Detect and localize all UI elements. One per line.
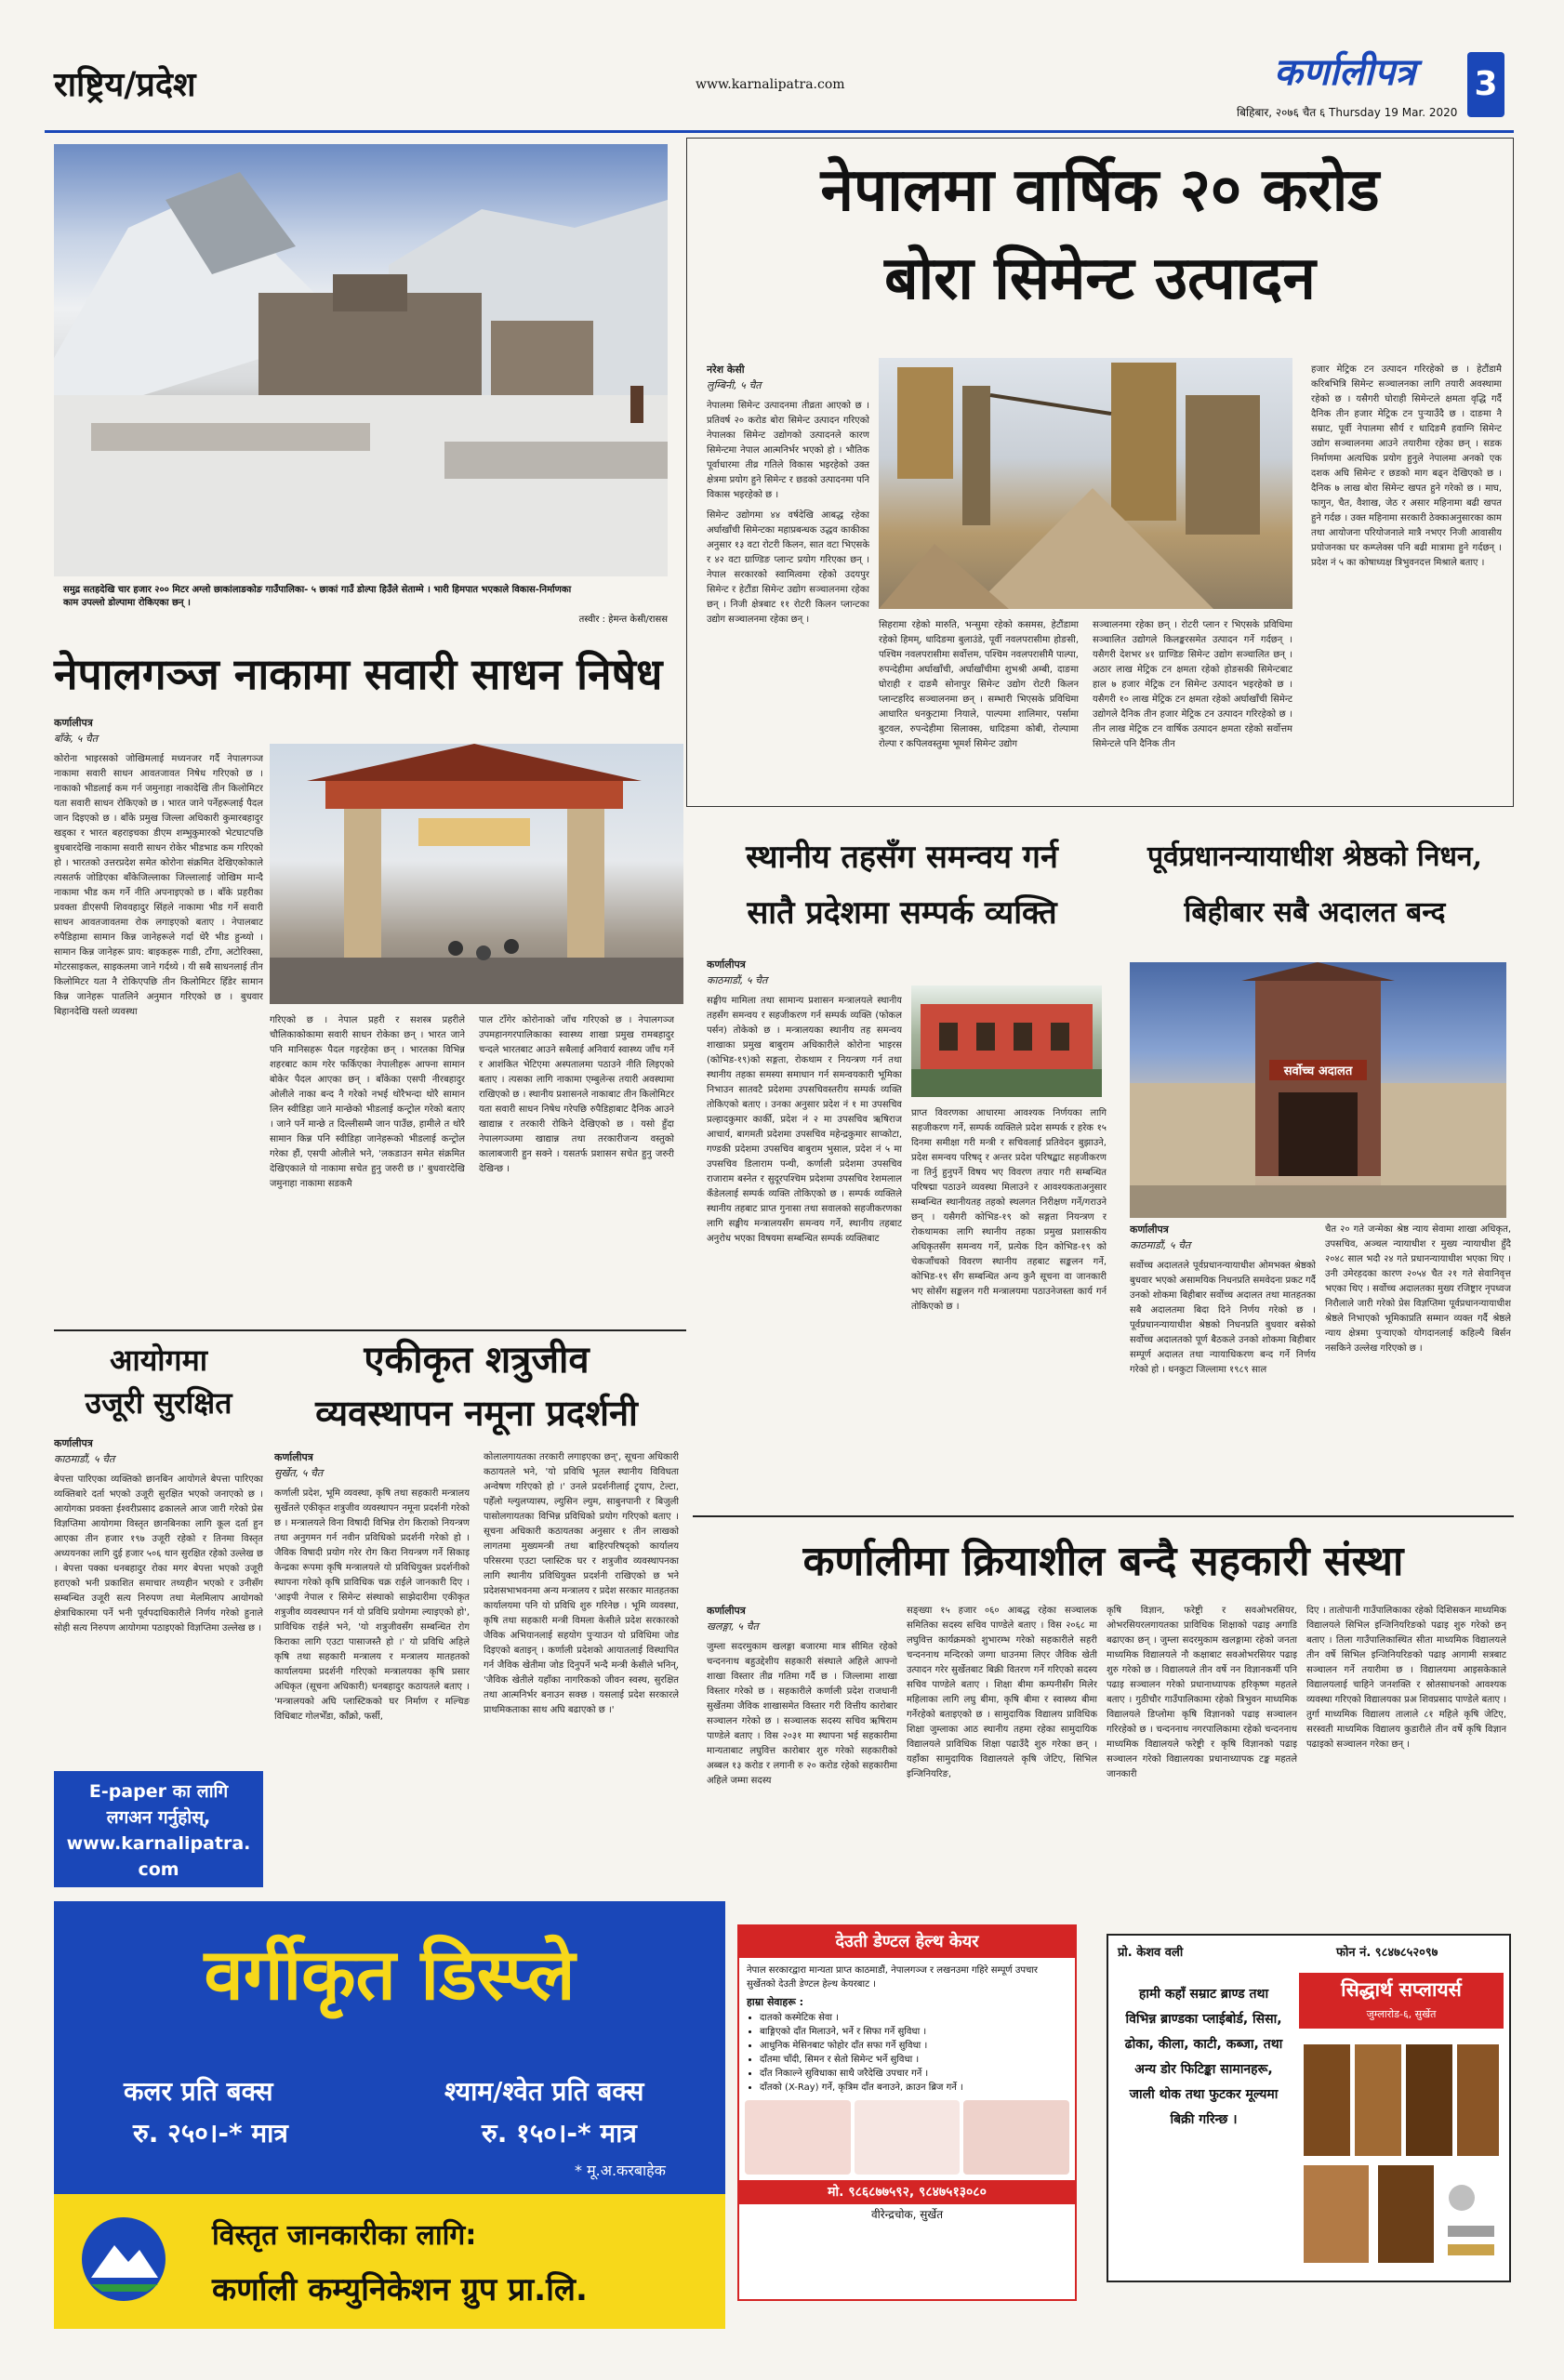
shatrujiv-column-1: [274, 1450, 470, 1887]
contact-label: विस्तृत जानकारीका लागि:: [212, 2219, 477, 2252]
cooperative-column-2: सङ्ख्या १५ हजार ०६० आबद्ध रहेका सञ्चालक समितिका सदस्य सचिव पाण्डेले बताए । विस २०६८ मा लघुवित्त कार्यक्रमको शुभारम्भ गरेको सहकारीले सहरी चन्दननाथ मन्दिरको जग्गा धाउनमा लिएर जैविक खेती उत्पादन गरेर सुर्खेतबाट बिक्री वितरण गर्ने गरिएको सदस्य सचिव पाण्डेले बताए । शिक्षा बीमा कम्पनीसँग मिलेर महिलाका लागि लघु बीमा, कृषि बीमा र स्वास्थ्य बीमा गर्नेरहेको बताइएको छ । सामुदायिक विद्यालय प्राविधिक शिक्षा जुम्लाका आठ स्थानीय तहमा रहेका सामुदायिक विद्यालयले प्राविधिक शिक्षा पढाउँदै शुरु गरेका छन् । यहाँका सामुदायिक विद्यालयले कृषि जेटिए, सिभिल इन्जिनियरिङ,: [907, 1606, 1097, 1779]
justice-byline: कर्णालीपत्र: [1130, 1223, 1169, 1236]
siddhartha-line-4: अन्य डोर फिटिङ्का सामानहरू,: [1134, 2062, 1273, 2077]
epaper-box[interactable]: [54, 1771, 263, 1887]
epaper-line-3[interactable]: www.karnalipatra.: [66, 1833, 251, 1854]
dental-service-item: • दाँतमा चाँदी, सिमन र सेतो सिमेन्ट भर्ने सुविधा ।: [760, 2053, 1067, 2067]
justice-headline-2: बिहीबार सबै अदालत बन्द: [1184, 896, 1446, 929]
cement-column-3: सञ्चालनमा रहेका छन् । रोटरी प्लान र भिएसके प्रविधिमा सञ्चालित उद्योगले किलङ्करसमेत उत्पादन गर्ने गर्दछन् । यसैगरी देशभर ४१ ग्राण्डिङ सिमेन्ट उद्योग सञ्चालित छन् । अठार लाख मेट्रिक टन क्षमता रहेको होङसकी सिमेन्टबाट हाल ७ हजार मेट्रिक टन सिमेन्ट उत्पादन भइरहेको छ । यसैगरी १० लाख मेट्रिक टन क्षमता रहेको अर्घाखाँची सिमेन्ट उद्योगले दैनिक तीन हजार मेट्रिक टन उत्पादन गरिरहेको छ । तीन लाख मेट्रिक टन वार्षिक उत्पादन क्षमता रहेको सर्वोत्तम सिमेन्टले पनि दैनिक तीन: [1093, 620, 1292, 749]
siddhartha-copy: [1118, 1982, 1290, 2133]
shatrujiv-column-2: कोलालगायतका तरकारी लगाइएका छन्', सूचना अधिकारी कठायतले भने, 'यो प्रविधि भूतल स्थानीय विविधता अन्वेषण गरिएको हो ।' उनले प्रदर्शनीलाई ट्र्याप, टेल्टा, पहेँलो ग्ल्युलप्यास्प, ल्युसिन ल्युम, साबुनपानी र बिजुली पासोलगायतका विभिन्न प्रविधिको प्रयोग गरिएको बताए । सूचना अधिकारी कठायतका अनुसार १ तीन लाखको लागतमा मुख्यमन्त्री तथा बाहिरपरिषद्को कार्यालय परिसरमा एउटा प्लास्टिक घर र शत्रुजीव व्यवस्थापनका लागि स्थानीय प्रविधियुक्त प्रदर्शनी राखिएको छ भने प्रदेशसभाभवनमा अन्य मन्त्रालय र प्रदेश सरकार मातहतका कार्यालयमा पनि यो प्रविधि शुरु गरिनेछ । भूमि व्यवस्था, कृषि तथा सहकारी मन्त्री विमला केसीले प्रदेश सरकारको जैविक अभियानलाई सहयोग पुऱ्याउन यो प्रविधिमा जोड दिइएको बताइन् । कर्णाली प्रदेशको आयातलाई विस्थापित गर्न जैविक खेतीमा जोड दिनुपर्ने भन्दै मन्त्री केसीले भनिन्, 'जैविक खेतीले यहाँका नागरिकको जीवन स्वस्थ, सुरक्षित तथा आत्मनिर्भर बनाउन सक्छ । यसलाई प्रदेश सरकारले प्राथमिकताका साथ अघि बढाएको छ ।': [484, 1452, 679, 1715]
cement-byline: नरेश केसी: [707, 364, 745, 376]
shatrujiv-dateline: सुर्खेत, ५ चैत: [274, 1467, 324, 1479]
siddhartha-name: सिद्धार्थ सप्लायर्स: [1341, 1978, 1462, 2001]
dental-phone: मो. ९८६८७७५९२, ९८४७५१३०८०: [739, 2180, 1075, 2204]
tooth-photo-2: [855, 2100, 961, 2175]
bw-price-label: श्याम/श्वेत प्रति बक्स: [444, 2076, 644, 2107]
cooperative-col1-text: जुम्ला सदरमुकाम खलङ्गा बजारमा मात्र सीमित रहेको चन्दननाथ बहुउद्देशीय सहकारी संस्थाले अहिले आफ्नो शाखा विस्तार तीव्र गतिमा गर्दै छ । जिल्लामा शाखा विस्तार गरेको छ । सहकारीले कर्णाली प्रदेश राजधानी सुर्खेतमा जैविक शाखासमेत विस्तार गरी वित्तीय कारोबार सञ्चालन गरेको छ । सञ्चालक सदस्य सचिव ऋषिराम पाण्डेले बताए । विस २०३१ मा स्थापना भई सहकारीमा मान्यताबाट लघुवित्त कारोबार शुरु गरेको सहकारीको अब्बल १३ करोड र लगानी रु २० करोड रहेको सहकारीमा अहिले जम्मा सदस्य: [707, 1642, 897, 1786]
shatrujiv-headline-1: एकीकृत शत्रुजीव: [364, 1338, 590, 1382]
siddhartha-line-5: जाली थोक तथा फुटकर मूल्यमा: [1129, 2087, 1279, 2102]
tax-note: * मू.अ.करबाहेक: [575, 2162, 666, 2179]
cooperative-byline: कर्णालीपत्र: [707, 1605, 746, 1617]
justice-column-1: [1130, 1223, 1316, 1506]
mountain-village-illustration: [54, 144, 668, 576]
dental-service-item: • दाँतको (X-Ray) गर्ने, कृत्रिम दाँत बनाउने, क्राउन ब्रिज गर्ने ।: [760, 2081, 1067, 2095]
nepalgunj-dateline: बाँके, ५ चैत: [54, 733, 99, 745]
cooperative-column-4: दिए । तातोपानी गाउँपालिकाका रहेको दिशिसकन माध्यमिक विद्यालयले सिभिल इन्जिनियरिङको पढाइ शुरु गरेको छन् बताए । तिला गाउँपालिकास्थित सीता माध्यमिक विद्यालयले तीन वर्षे सिभिल इन्जिनियरिङको पढाइ आगामी सत्रबाट सञ्चालन गर्ने तयारीमा छ । विद्यालयमा आइसकेकाले विद्यालयलाई चाहिने जनशक्ति र स्रोतसाधनको आवश्यक व्यवस्था गरिएको विद्यालयका प्रअ शिवप्रसाद पाण्डेले बताए । तुर्गा माध्यमिक विद्यालय तालाले ८१ महिले कृषि जेटिए, सरस्वती माध्यमिक विद्यालय कुडारीले तीन वर्षे कृषि विज्ञान पढाइको सञ्चालन गरेका छन् ।: [1306, 1606, 1506, 1750]
dental-ad: [737, 1924, 1077, 2301]
masthead: कर्णालीपत्र: [1274, 50, 1416, 94]
photo-caption-text: समुद्र सतहदेखि चार हजार २०० मिटर अग्लो छाकांलाङकोङ गाउँपालिका- ५ छाकां गाउँ डोल्पा हिउँले सेताम्मे । भारी हिमपात भएकाले विकास-निर्माणका काम उपल्लो डोल्पामा रोकिएका छन् ।: [63, 585, 572, 608]
siddhartha-line-6: बिक्री गरिन्छ ।: [1170, 2112, 1238, 2127]
nepalgunj-headline: नेपालगञ्ज नाकामा सवारी साधन निषेध: [54, 649, 663, 699]
court-sign: सर्वोच्च अदालत: [1269, 1060, 1367, 1080]
dental-services-list: [739, 2011, 1075, 2095]
epaper-line-4[interactable]: com: [138, 1859, 179, 1880]
aayog-headline-2: उजूरी सुरक्षित: [85, 1385, 232, 1421]
website-url[interactable]: www.karnalipatra.com: [696, 77, 845, 92]
company-logo: [82, 2217, 166, 2301]
cooperative-dateline: खलङ्गा, ५ चैत: [707, 1620, 759, 1633]
sthaniya-headline-1: स्थानीय तहसँग समन्वय गर्न: [746, 839, 1058, 876]
aayog-headline-1: आयोगमा: [110, 1342, 207, 1378]
dental-intro: नेपाल सरकारद्वारा मान्यता प्राप्त काठमाडौं, नेपालगञ्ज र लखनउमा गहिरे सम्पूर्ण उपचार सुर्खेतको देउती डेण्टल हेल्थ केयरबाट ।: [747, 1965, 1039, 1990]
siddhartha-proprietor: प्रो. केशव वली: [1118, 1946, 1184, 1960]
nepalgunj-byline: कर्णालीपत्र: [54, 717, 93, 729]
sthaniya-column-1: [707, 958, 902, 1506]
justice-headline-1: पूर्वप्रधानन्यायाधीश श्रेष्ठको निधन,: [1146, 840, 1483, 873]
photo-credit: तस्वीर : हेमन्त केसी/रासस: [578, 615, 668, 625]
classified-title: वर्गीकृत डिस्प्ले: [204, 1933, 576, 2016]
dental-title: देउती डेण्टल हेल्थ केयर: [739, 1926, 1075, 1958]
cement-column-4: हजार मेट्रिक टन उत्पादन गरिरहेको छ । हेटौंडामै करिबभित्रि सिमेन्ट सञ्चालनका लागि तयारी अवस्थामा रहेको छ । यसैगरी घोराही सिमेन्टले क्षमता वृद्धि गर्दै दैनिक तीन हजार मेट्रिक टन पुऱ्याउँदै छ । दाङमा नै सम्राट, पूर्वी नेपालमा सौर्य र धादिङमै हवाग्नि सिमेन्ट उद्योग सञ्चालनमा आउने तयारीमा रहेका छन् । सडक निर्माणमा अत्यधिक प्रयोग हुनुले नेपालमा अनको एक दशक अघि सिमेन्ट र छडको माग बढ्न देखिएको छ । दैनिक ७ लाख बोरा सिमेन्ट खपत हुने गरेको छ । माघ, फागुन, चैत, वैशाख, जेठ र असार महिनामा बढी खपत हुने गर्दछ । उक्त महिनामा सरकारी ठेक्काअनुसारका काम तथा आयोजना परियोजनाले मात्रै नभएर निजी आवासीय प्रयोजनका घर कम्प्लेक्स पनि बढी मात्रामा हुने गर्दछन् । प्रदेश नं ५ का कोषाध्यक्ष त्रिभुवनदत्त मिश्राले बताए ।: [1311, 364, 1502, 568]
dolpa-snow-photo: [54, 144, 668, 576]
sthaniya-headline-2: सातै प्रदेशमा सम्पर्क व्यक्ति: [747, 894, 1057, 932]
cement-headline-1: नेपालमा वार्षिक २० करोड: [820, 155, 1380, 225]
border-gate-illustration: [270, 744, 683, 1004]
nepalgunj-column-1: [54, 716, 263, 1348]
shatrujiv-headline-2: व्यवस्थापन नमूना प्रदर्शनी: [315, 1392, 638, 1434]
dental-service-item: • दातको कस्मेटिक सेवा ।: [760, 2011, 1067, 2025]
dental-service-item: • आधुनिक मेसिनबाट फोहोर दाँत सफा गर्ने सुविधा ।: [760, 2039, 1067, 2053]
siddhartha-address: जुम्लारोड-६, सुर्खेत: [1366, 2008, 1437, 2020]
siddhartha-phone: फोन नं. ९८४७८५२०९७: [1336, 1946, 1438, 1960]
cement-column-1: [707, 363, 869, 800]
ministry-building-illustration: [911, 985, 1102, 1097]
door-products-illustration: [1299, 2040, 1504, 2272]
nepalgunj-column-2: गरिएको छ । नेपाल प्रहरी र सशस्त्र प्रहरीले चौलिकाकोकामा सवारी साधन रोकेका छन् । भारत जाने पनि मानिसहरू पैदल गइरहेका छन् । भारतका विभिन्न शहरबाट काम गरेर फर्किएका नेपालीहरू आफ्ना सामान बोकेर पैदल आएका छन् । बाँकेका एसपी नीरबहादुर ओलीले नाका बन्द नै गरेको नभई थोरैभन्दा थोरै सामान लिन स्वीडिहा जाने मान्छेको भीडलाई कन्ट्रोल गरेको बताए । जाने पर्ने मान्छे त दिल्लीसम्मै जान पाउँछ, हामीले त थोरै सामान किन्न पनि स्वीडिहा जानेहरूको भीडलाई कन्ट्रोल गरेका हौं, एसपी ओलीले भने, 'लकडाउन समेत संक्रमित देखिएकाले यो नाकामा सचेत हुनु जरुरी छ ।' बुधवारदेखि जमुनाहा नाकामा सडकमै: [270, 1015, 465, 1189]
tooth-photo-3: [963, 2100, 1069, 2175]
page-date: बिहिबार, २०७६ चैत ६ Thursday 19 Mar. 2020: [1237, 106, 1458, 119]
cement-headline-2: बोरा सिमेन्ट उत्पादन: [884, 244, 1316, 313]
divider-mid-left: [54, 1329, 686, 1331]
shatrujiv-col1-text: कर्णाली प्रदेश, भूमि व्यवस्था, कृषि तथा सहकारी मन्त्रालय सुर्खेतले एकीकृत शत्रुजीव व्यवस्थापन नमूना प्रदर्शनी गरेको छ । मन्त्रालयले विना विषादी विभिन्न रोग किराको नियन्त्रण तथा अनुगमन गर्न नवीन प्रविधिको प्रदर्शनी गरेको हो । जैविक विषादी प्रयोग गरेर रोग किरा नियन्त्रण गर्ने सिकाइ केन्द्रका रूपमा कृषि मन्त्रालयले यो प्रविधियुक्त प्रदर्शनीको स्थापना गरेको कृषि प्राविधिक चक्र राईले जानकारी दिए । 'आइपी नेपाल र सिमेन्ट संस्थाको साझेदारीमा एकीकृत शत्रुजीव व्यवस्थापन गर्न यो प्रविधि प्रयोगमा ल्याइएको हो', प्राविधिक राईले भने, 'यो शत्रुजीवसँग सम्बन्धित रोग किराका लागि एउटा पासाजस्तै हो ।' यो प्रविधि अहिले कृषि तथा सहकारी मन्त्रालय र मन्त्रालय मातहतको कार्यालयमा प्रदर्शनी गरिएको मन्त्रालयका कृषि प्रसार अधिकृत (सूचना अधिकारी) धनबहादुर कठायतले बताए । 'मन्त्रालयको अघि प्लास्टिकको घर निर्माण र मल्चिङ विधिबाट गोलभेँडा, काँक्रो, फर्सी,: [274, 1488, 470, 1722]
color-price-value: रु. २५०।-* मात्र: [133, 2118, 288, 2149]
nepalgunj-col1-text: कोरोना भाइरसको जोखिमलाई मध्यनजर गर्दै नेपालगञ्ज नाकामा सवारी साधन आवतजावत निषेध गरिएको छ । नाकाको भीडलाई कम गर्न जमुनाहा नाकादेखि तीन किलोमिटर यता सवारी साधन रोकिएको छ । भारत जाने पर्नेहरूलाई पैदल जान दिइएको छ । बाँके प्रमुख जिल्ला अधिकारी कुमारबहादुर खड्का र भारत बहराइचका डीएम शम्भुकुमारको भेटघाटपछि बुधबारदेखि नाकामा सवारी साधन रोकेर भीडभाड कम गरिएको हो । भारतको उत्तरप्रदेश समेत कोरोना संक्रमित देखिएकोकाले त्यसतर्फ जोडिएका बाँकेजिल्लाका जिल्लालाई जोखिम मान्दै नाकामा भीड कम गर्ने नीति अपनाइएको छ । बाँके प्रहरीका प्रवक्ता डीएसपी शिववहादुर सिंहले नाकामा भीड गर्ने सवारी साधन आवतजावतमा रोक लगाइएको बताए । नेपालबाट रुपैडिहामा सामान किन्न जानेहरूले गर्दा धेरै भीड हुन्थ्यो । सामान किन्न जानेहरू प्राय: बाइकहरू गाडी, टाँगा, अटोरिक्सा, मोटरसाइकल, साइकलमा जाने गर्दथ्ये । यी सबै साधनलाई तीन किलोमिटर यता नै रोकिएपछि तीन किलोमिटर हिँडेर सामान किन्न जानेहरू पातलिने अनुमान गरिएको छ । बुधवार बिहानदेखि यस्तो व्यवस्था: [54, 754, 263, 1017]
cement-column-2: सिहरामा रहेको मारुति, भन्सुमा रहेको कसमस, हेटौंडामा रहेको हिमम्, धादिङमा बुलाउंडे, पूर्वी नवलपरासीमा होङसी, पश्चिम नवलपरासीमा सर्वोत्तम, पश्चिम नवलपरासीमै पाल्पा, रुपन्देहीमा अर्घाखाँची, अर्घाखाँचीमा शुभश्री अम्बी, दाङमा घोराही र दाङमै सोनापुर सिमेन्ट उद्योग रोटरी किलन प्लान्टहरिद सञ्चालनमा छन् । सम्भारी भिएसके प्रविधिमा आधारित धनकुटामा नियाले, पाल्पमा शालिमार, पर्सामा बुटवल, रुपन्देहीमा सिलाक्स, धादिङमा कोबी, रोल्पामा रोल्पा र कपिलवस्तुमा भूमर्श सिमेन्ट उद्योग: [879, 620, 1079, 749]
cement-col1b-text: सिमेन्ट उद्योगमा ४४ वर्षदेखि आबद्ध रहेका अर्घाखाँची सिमेन्टका महाप्रबन्धक उद्धव काकीका अनुसार १३ वटा रोटरी किलन, सात वटा भिएसके र ४२ वटा ग्राण्डिङ प्लान्ट प्रयोग गरिएका छन् । नेपाल सरकारको स्वामित्वमा रहेको उदयपुर सिमेन्ट र हेटौंडा सिमेन्ट उद्योग सञ्चालनमा रहेका छन् । निजी क्षेत्रबाट ११ रोटरी किलन प्लान्टका उद्योग सञ्चालनमा रहेका छन् ।: [707, 510, 869, 625]
divider-cooperative-top: [693, 1515, 1514, 1517]
siddhartha-line-3: ढोका, कीला, काटी, कब्जा, तथा: [1124, 2037, 1283, 2052]
aayog-byline: कर्णालीपत्र: [54, 1437, 93, 1449]
dental-services-label: हाम्रा सेवाहरू :: [747, 1996, 803, 2008]
door-samples: [1299, 2040, 1504, 2272]
siddhartha-ad: [1107, 1934, 1511, 2282]
cement-dateline: लुम्बिनी, ५ चैत: [707, 379, 762, 391]
nepalgunj-column-3: पाल टाँगेर कोरोनाको जाँच गरिएको छ । नेपालगञ्ज उपमहानगरपालिकाका स्वास्थ्य शाखा प्रमुख रामबहादुर चन्दले भारतबाट आउने सबैलाई अनिवार्य स्वास्थ्य जाँच गर्ने र आशंकित भेटिएमा अस्पतालमा पठाउने नीति लिइएको बताए । त्यसका लागि नाकामा एम्बुलेन्स तयारी अवस्थामा राखिएको छ । स्थानीय प्रशासनले नाकाबाट तीन किलोमिटर यता सवारी साधन निषेध गरेपछि रुपैडिहाबाट दैनिक आउने खाद्यान्न र तरकारी रोकिने देखिएको छ । यसो हुँदा नेपालगञ्जमा खाद्यान्न तथा तरकारीजन्य वस्तुको कालाबजारी हुन सक्ने । यसतर्फ प्रशासन सचेत हुनु जरुरी देखिन्छ ।: [479, 1015, 674, 1174]
cement-factory-photo: [879, 358, 1292, 609]
sthaniya-column-2: प्राप्त विवरणका आधारमा आवश्यक निर्णयका लागि सहजीकरण गर्ने, सम्पर्क व्यक्तिले प्रदेश सम्पर्क र हरेक १५ दिनमा समीक्षा गरी मन्त्री र सचिवलाई प्रतिवेदन बुझाउने, प्रदेश समन्वय परिषद् र अन्तर प्रदेश परिषद्बाट सहजीकरण ना तिर्नु हुनुपर्ने विषय भए विवरण तयार गरी सम्बन्धित परिषद्मा पठाउने व्यवस्था मिलाउने र आवश्यकताअनुसार सम्बन्धित स्थानीयतह तहको स्थलगत निरीक्षण गर्ने/गराउने छन् । यसैगरी कोभिड-१९ को सङ्गता नियन्त्रण र रोकथामका लागि स्थानीय तहका प्रमुख प्रशासकीय अधिकृतसँग समन्वय गर्ने, प्रत्येक दिन कोभिड-१९ को चेकजाँचको विवरण स्थानीय तहबाट सङ्कलन गर्ने, कोभिड-१९ सँग सम्बन्धित अन्य कुनै सूचना वा जानकारी भए सोसँग सङ्कलन गरी मन्त्रालयमा पठाउनेजस्ता कार्य गर्न तोकिएको छ ।: [911, 1108, 1107, 1312]
cement-col1-text: नेपालमा सिमेन्ट उत्पादनमा तीव्रता आएको छ । प्रतिवर्ष २० करोड बोरा सिमेन्ट उत्पादन गरिएको नेपालका सिमेन्ट उद्योगको उत्पादनले कारण सिमेन्टमा नेपाल आत्मनिर्भर भएको हो । भौतिक पूर्वाधारमा तीव्र गतिले विकास भइरहेको उक्त क्षेत्रमा प्रयोग हुने सिमेन्ट र छडको उत्पादनमा पनि विकास भइरहेको छ ।: [707, 401, 869, 500]
siddhartha-line-1: हामी कहाँ सम्राट ब्राण्ड तथा: [1138, 1987, 1269, 2002]
color-price-label: कलर प्रति बक्स: [124, 2076, 273, 2107]
classified-ad: [54, 1901, 725, 2329]
supreme-court-photo: [1130, 962, 1506, 1218]
siddhartha-line-2: विभिन्न ब्राण्डका प्लाईबोर्ड, सिसा,: [1125, 2012, 1282, 2027]
header-rule: [45, 130, 1514, 133]
page-header: [0, 0, 1564, 135]
epaper-line-1: E-paper का लागि: [88, 1781, 229, 1802]
dental-images: [739, 2095, 1075, 2180]
photo-caption: [63, 584, 584, 610]
nepalgunj-gate-photo: [270, 744, 683, 1004]
aayog-col1-text: बेपत्ता पारिएका व्यक्तिको छानबिन आयोगले बेपत्ता पारिएका व्यक्तिबारे दर्ता भएको उजूरी सुरक्षित भएको जनाएको छ । आयोगका प्रवक्ता ईश्वरीप्रसाद ढकालले आज जारी गरेको प्रेस विज्ञप्तिमा आयोगमा विस्तृत छानबिनका लागि कूल दर्ता हुन आएका तीन हजार १९७ उजूरी रहेको र तिनमा विस्तृत अध्ययनका लागि दुई हजार ५०६ थान सुरक्षित रहेको उल्लेख छ । बेपत्ता पक्का धनबहादुर रोका मगर बेपत्ता भएको उजूरी हराएको भनी प्रकाशित समाचार तथ्यहीन भएको र उनीसँग सम्बन्धित उजूरी सत्य निरुपण तथा मेलमिलाप आयोगको क्षेत्राधिकारमा पर्ने भनी पूर्वपदाधिकारीले निर्णय गरेको हुनाले सोही सत्य निरुपण आयोगमा पठाइएको विज्ञप्तिमा उल्लेख छ ।: [54, 1474, 263, 1633]
justice-dateline: काठमाडौं, ५ चैत: [1130, 1239, 1191, 1251]
cooperative-column-3: कृषि विज्ञान, फरेष्ट्री र सवओभरसियर, ओभरसियरलगायतका प्राविधिक शिक्षाको पढाइ अगाडि बढाएका छन् । जुम्ला सदरमुकाम खलङ्गामा रहेको जनता माध्यमिक विद्यालयले नौ कक्षाबाट सवओभरसियर पढाइ शुरु गरेको छ । विद्यालयले तीन वर्षे नन विज्ञानकर्मी पनि पढाइ सञ्चालन गरेको प्रधानाध्यापक हरिकृष्ण महतले बताए । गुठीचौर गाउँपालिकामा रहेको त्रिभुवन माध्यमिक विद्यालयले डिप्लोमा कृषि विज्ञानको पढाइ सञ्चालन गरिरहेको छ । चन्दननाथ नगरपालिकामा रहेको चन्दननाथ माध्यमिक विद्यालयले फरेष्ट्री र कृषि विज्ञानको पढाइ सञ्चालन गरेको विद्यालयका प्रधानाध्यापक टङ्क महतले जानकारी: [1107, 1606, 1297, 1779]
epaper-line-2: लगअन गर्नुहोस्,: [106, 1807, 211, 1828]
cooperative-column-1: [707, 1604, 897, 1887]
tooth-photo-1: [745, 2100, 851, 2175]
cooperative-headline: कर्णालीमा क्रियाशील बन्दै सहकारी संस्था: [802, 1538, 1404, 1585]
mountain-logo-icon: [82, 2217, 166, 2301]
aayog-column: [54, 1436, 263, 1771]
dental-address: वीरेन्द्रचोक, सुर्खेत: [870, 2208, 944, 2221]
justice-column-2: चैत २० गते जन्मेका श्रेष्ठ न्याय सेवामा शाखा अधिकृत, उपसचिव, अञ्चल न्यायाधीश र मुख्य न्यायाधीश हुँदै २०४८ साल भदौ २४ गते प्रधानन्यायाधीश भएका थिए । उनी उमेरहदका कारण २०५४ चैत २१ गते सेवानिवृत्त भएका थिए । सर्वोच्च अदालतका मुख्य रजिष्ट्रार नृपध्वज निरौलाले जारी गरेको प्रेस विज्ञप्तिमा पूर्वप्रधानन्यायाधीश श्रेष्ठले निभाएको भूमिकाप्रति सम्मान व्यक्त गर्दै श्रेष्ठले न्याय क्षेत्रमा पुऱ्याएको योगदानलाई कहिल्यै बिर्सन नसकिने उल्लेख गरिएको छ ।: [1325, 1224, 1511, 1354]
sthaniya-byline: कर्णालीपत्र: [707, 959, 746, 971]
dental-service-item: • बाङ्गिएको दाँत मिलाउने, भर्ने र सिफा गर्ने सुविधा ।: [760, 2025, 1067, 2039]
supreme-court-illustration: [1130, 962, 1506, 1218]
company-name: कर्णाली कम्युनिकेशन ग्रुप प्रा.लि.: [212, 2271, 588, 2308]
factory-illustration: [879, 358, 1292, 609]
dental-service-item: • दाँत निकाल्ने सुविधाका साथै जरैदेखि उपचार गर्ने ।: [760, 2067, 1067, 2081]
justice-col1-text: सर्वोच्च अदालतले पूर्वप्रधानन्यायाधीश ओमभक्त श्रेष्ठको बुधवार भएको असामयिक निधनप्रति समवेदना प्रकट गर्दै उनको शोकमा बिहीबार सर्वोच्च अदालत तथा मातहतका सबै अदालतमा बिदा दिने निर्णय गरेको छ । पूर्वप्रधानन्यायाधीश श्रेष्ठको निधनप्रति बुधवार बसेको सर्वोच्च अदालतको पूर्ण बैठकले उनको शोकमा बिहीबार सम्पूर्ण अदालत तथा न्यायाधिकरण बन्द गर्ने निर्णय गरेको हो । धनकुटा जिल्लामा १९८९ साल: [1130, 1261, 1316, 1375]
ministry-building-photo: [911, 985, 1102, 1097]
sthaniya-dateline: काठमाडौं, ५ चैत: [707, 974, 768, 986]
section-label: राष्ट्रिय/प्रदेश: [54, 65, 196, 104]
page-number-badge: [1467, 52, 1504, 117]
page-number: 3: [1474, 65, 1498, 103]
shatrujiv-byline: कर्णालीपत्र: [274, 1451, 313, 1463]
sthaniya-col1-text: सङ्घीय मामिला तथा सामान्य प्रशासन मन्त्रालयले स्थानीय तहसँग समन्वय र सहजीकरण गर्न सम्पर्क व्यक्ति (फोकल पर्सन) तोकेको छ । मन्त्रालयका स्थानीय तह समन्वय शाखाका प्रमुख बाबुराम अधिकारीले कोरोना भाइरस (कोभिड-१९)को सङ्गता, रोकथाम र नियन्त्रण गर्न तथा स्थानीय तहका समस्या समाधान गर्न समन्वयकारी भूमिका निभाउन सातवटै प्रदेशमा उपसचिवस्तरीय सम्पर्क व्यक्ति तोकिएको बताए । उनका अनुसार प्रदेश नं १ मा उपसचिव प्रल्हादकुमार कार्की, प्रदेश नं २ मा उपसचिव ऋषिराज आचार्य, बागमती प्रदेशमा उपसचिव महेन्द्रकुमार साप्कोटा, गण्डकी प्रदेशमा उपसचिव बाबुराम भुसाल, प्रदेश नं ५ मा उपसचिव डिलाराम पन्थी, कर्णाली प्रदेशमा उपसचिव राजाराम बस्नेत र सुदूरपश्चिम प्रदेशमा उपसचिव रेशमलाल कँडेललाई सम्पर्क व्यक्ति तोकिएको छ । सम्पर्क व्यक्तिले स्थानीय तहबाट प्राप्त गुनासा तथा सवालको सहजीकरणका लागि सङ्घीय मन्त्रालयसँग समन्वय गर्ने, स्थानीय तहबाट अनुरोध भएका विषयमा सम्बन्धित सम्पर्क व्यक्तिबाट: [707, 996, 902, 1244]
contact-strip: [54, 2194, 725, 2329]
aayog-dateline: काठमाडौं, ५ चैत: [54, 1453, 115, 1465]
siddhartha-name-banner: [1299, 1973, 1504, 2029]
bw-price-value: रु. १५०।-* मात्र: [482, 2118, 637, 2149]
